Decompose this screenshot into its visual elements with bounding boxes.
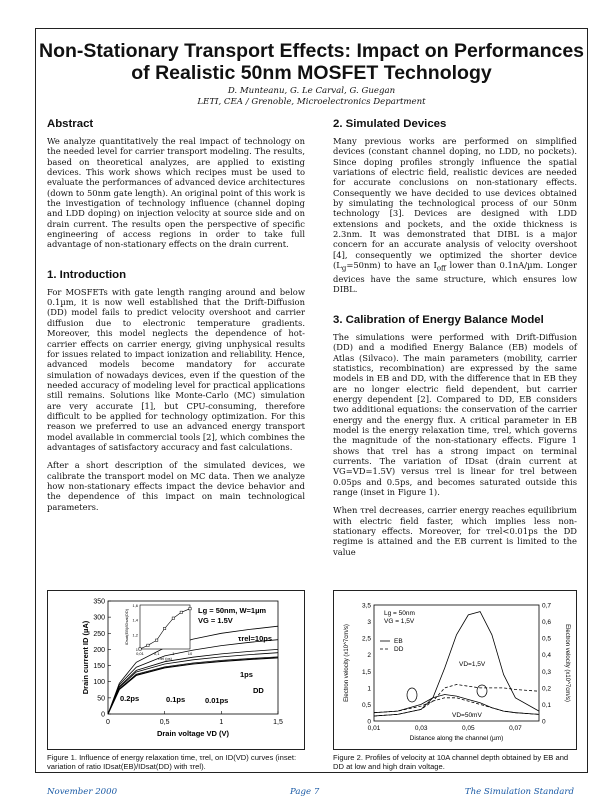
intro-heading: 1. Introduction [47, 268, 127, 281]
y-tick-label: 0 [367, 718, 371, 726]
inset-point [139, 648, 141, 650]
ellipse-marker [477, 685, 487, 697]
y-right-tick-label: 0,1 [542, 701, 552, 709]
y-tick-label: 0,5 [361, 701, 371, 709]
annotation-high-vd: VD=1,5V [459, 661, 486, 668]
paper-title [36, 40, 587, 84]
y-tick-label: 3 [367, 619, 371, 627]
y-tick-label: 1 [367, 685, 371, 693]
y-right-tick-label: 0,3 [542, 668, 552, 676]
y-tick-label: 300 [93, 614, 105, 622]
x-tick-label: 0,07 [509, 725, 522, 732]
author-affiliation: LETI, CEA / Grenoble, Microelectronics Department [197, 97, 426, 107]
intro-paragraph-1: For MOSFETs with gate length ranging around and below 0.1µm, it is now well established that the Drift-Diffusion (DD) model fails to predict velocity overshoot and carrier diffusion due to electronic temperature gradients. Moreover, this model neglects the dependence of hot-carrier effects on carrier energy, giving unphysical results for issues related to impact ionization and reliability. Hence, advanced models become mandatory for accurate simulation of nowadays devices, even if the question of the needed accuracy of modeling level for practical applications still remains. Solutions like Monte-Carlo (MC) simulation are very accurate [1], but CPU-consuming, therefore difficult to be applied for technology optimization. For this reason we preferred to use an advanced energy transport model available in commercial tools [2], which combines the advantages of satisfactory accuracy and fast calculations. [47, 286, 305, 452]
y-tick-label: 2 [367, 652, 371, 660]
series-line [108, 653, 278, 714]
title-line-1: Non-Stationary Transport Effects: Impact on Performances [38, 40, 585, 62]
curve-label: 0.01ps [205, 696, 229, 705]
right-column [333, 117, 577, 565]
y-tick-label: 3,5 [361, 602, 371, 610]
figure-2-frame [333, 590, 577, 750]
legend-lg: Lg = 50nm [384, 610, 415, 617]
legend-vg: VG = 1,5V [384, 618, 415, 625]
inset-x-tick-label: 1 [172, 651, 175, 656]
x-tick-label: 0,01 [367, 725, 381, 732]
y-tick-label: 150 [93, 663, 105, 671]
x-axis-label: Drain voltage VD (V) [156, 729, 230, 738]
calibration-paragraph-1: The simulations were performed with Drift-Diffusion (DD) and a modified Energy Balance (EB) models of Atlas (Silvaco). The main parameters (mobility, carrier statistics, recombination) are expressed by the same models in EB and DD, with the difference that in EB they are no longer electric field dependent, but carrier energy dependent [2]. Compared to DD, EB considers two additional equations: the conservation of the carrier energy and the energy flux. A critical parameter in EB model is the energy relaxation time, τrel, which governs the magnitude of the non-stationary effects. Figure 1 shows that τrel has a strong impact on terminal currents. The variation of IDsat (drain current at VG=VD=1.5V) versus τrel is linear for trel between 0.05ps and 0.5ps, and becomes saturated outside this range (inset in Figure 1). [333, 331, 577, 497]
curve-label: 1ps [240, 670, 253, 679]
x-tick-label: 1,5 [273, 719, 283, 726]
x-tick-label: 1 [219, 719, 224, 726]
figure-1-chart [48, 591, 304, 749]
inset-y-tick-label: 1,6 [132, 603, 138, 608]
footer-page: Page 7 [290, 787, 320, 797]
ellipse-marker [407, 688, 417, 702]
y-right-tick-label: 0,7 [542, 602, 552, 610]
series-line [374, 612, 539, 716]
y-tick-label: 0 [101, 711, 105, 719]
curve-label: 0.2ps [120, 694, 140, 703]
inset-point [155, 639, 157, 641]
y-right-tick-label: 0,6 [542, 619, 552, 627]
inset-y-label: IDsat(EB)/IDsat(DD) [124, 608, 129, 646]
calibration-heading: 3. Calibration of Energy Balance Model [333, 313, 544, 326]
inset-point [189, 607, 191, 609]
y-tick-label: 1,5 [361, 668, 371, 676]
inset-point [163, 627, 165, 629]
y-tick-label: 2,5 [361, 635, 371, 643]
x-tick-label: 0,05 [461, 725, 475, 732]
figure-2-chart [334, 591, 576, 749]
x-axis-label: Distance along the channel (µm) [409, 735, 504, 742]
inset-x-tick-label: 10 [187, 651, 193, 656]
y-right-tick-label: 0,2 [542, 685, 552, 693]
legend-lg: Lg = 50nm, W=1µm [198, 606, 267, 615]
inset-x-tick-label: 0,01 [136, 651, 144, 656]
author-block [36, 86, 587, 108]
inset-y-tick-label: 1,4 [132, 617, 138, 623]
legend-eb: EB [394, 638, 403, 645]
inset-y-tick-label: 1,2 [132, 632, 138, 638]
author-names: D. Munteanu, G. Le Carval, G. Guegan [227, 86, 396, 96]
footer-date: November 2000 [47, 787, 118, 797]
y-axis-label: Drain current ID (µA) [81, 620, 90, 695]
y-tick-label: 350 [93, 598, 105, 606]
inset-x-label: τrel (ps) [157, 656, 173, 661]
footer-publication: The Simulation Standard [464, 787, 574, 797]
y-axis-label-right: Electron velocity (x10^7cm/s) [564, 624, 570, 702]
y-right-tick-label: 0,5 [542, 635, 552, 643]
y-axis-label: Electron velocity (x10^7cm/s) [344, 624, 350, 702]
figure-2-caption: Figure 2. Profiles of velocity at 10A channel depth obtained by EB and DD at low and high drain voltage. [333, 753, 569, 772]
legend-dd: DD [394, 646, 404, 653]
x-tick-label: 0,03 [414, 725, 428, 732]
figure-1-frame [47, 590, 305, 750]
x-tick-label: 0 [106, 719, 110, 726]
simulated-paragraph: Many previous works are performed on simplified devices (constant channel doping, no LDD, no pockets). Since doping profiles strongly influence the spatial variations of electric field, realistic devices are needed for accurate conclusions on non-stationary effects. Consequently we have decided to use devices obtained by simulating the technological process of our 50nm technology [3]. Devices are designed with LDD extensions and pockets, and the oxide thickness is 2.3nm. It was demonstrated that DIBL is a major concern for an accurate analysis of velocity overshoot [4], consequently we optimized the shorter device $(L_g=50nm)$ to have an $I_{off}$ lower than 0.1nA/µm. Longer devices have the same structure, which ensures low DIBL. [333, 136, 578, 295]
intro-paragraph-2: After a short description of the simulated devices, we calibrate the transport model on MC data. Then we analyze how non-stationary effects impact the device behavior and the dependence of this impact on main technological parameters. [47, 460, 305, 512]
inset-x-tick-label: 0,1 [153, 651, 160, 656]
inset-point [180, 611, 182, 613]
curve-label: τrel=10ps [238, 634, 272, 643]
figure-1-caption: Figure 1. Influence of energy relaxation time, τrel, on ID(VD) curves (inset: variation of ratio IDsat(EB)/IDsat(DD) with τrel). [47, 753, 297, 772]
calibration-paragraph-2: When τrel decreases, carrier energy reaches equilibrium with electric field faster, which implies less non-stationary effects. Moreover, for τrel<0.01ps the DD regime is attained and the EB current is limited to the value [333, 505, 577, 557]
y-right-tick-label: 0 [542, 718, 546, 726]
curve-label: DD [253, 686, 264, 695]
title-line-2: of Realistic 50nm MOSFET Technology [131, 62, 492, 84]
simulated-heading: 2. Simulated Devices [333, 118, 447, 130]
legend-vg: VG = 1.5V [198, 616, 233, 625]
abstract-text: We analyze quantitatively the real impact of technology on the needed level for carrier transport modeling. The results, based on theoretical analyzes, are applied to existing devices. This work shows which recipes must be used to evaluate the performances of advanced device architectures (down to 50nm gate length). An original point of this work is the investigation of technology influence (channel doping and LDD doping) on injection velocity at source side and on drain current. The results open the perspective of specific engineering of access regions in order to take full advantage of non-stationary effects on the drain current. [47, 136, 305, 250]
curve-label: 0.1ps [166, 695, 186, 704]
left-column [47, 117, 305, 520]
y-tick-label: 250 [93, 630, 105, 638]
inset-point [172, 617, 174, 619]
y-tick-label: 200 [93, 646, 105, 654]
y-tick-label: 100 [93, 679, 105, 687]
abstract-heading: Abstract [47, 118, 94, 130]
annotation-low-vd: VD=50mV [452, 712, 482, 719]
y-tick-label: 50 [97, 695, 105, 703]
inset-y-tick-label: 1 [135, 647, 138, 652]
inset-point [147, 644, 149, 646]
x-tick-label: 0,5 [159, 719, 170, 726]
y-right-tick-label: 0,4 [542, 652, 552, 660]
